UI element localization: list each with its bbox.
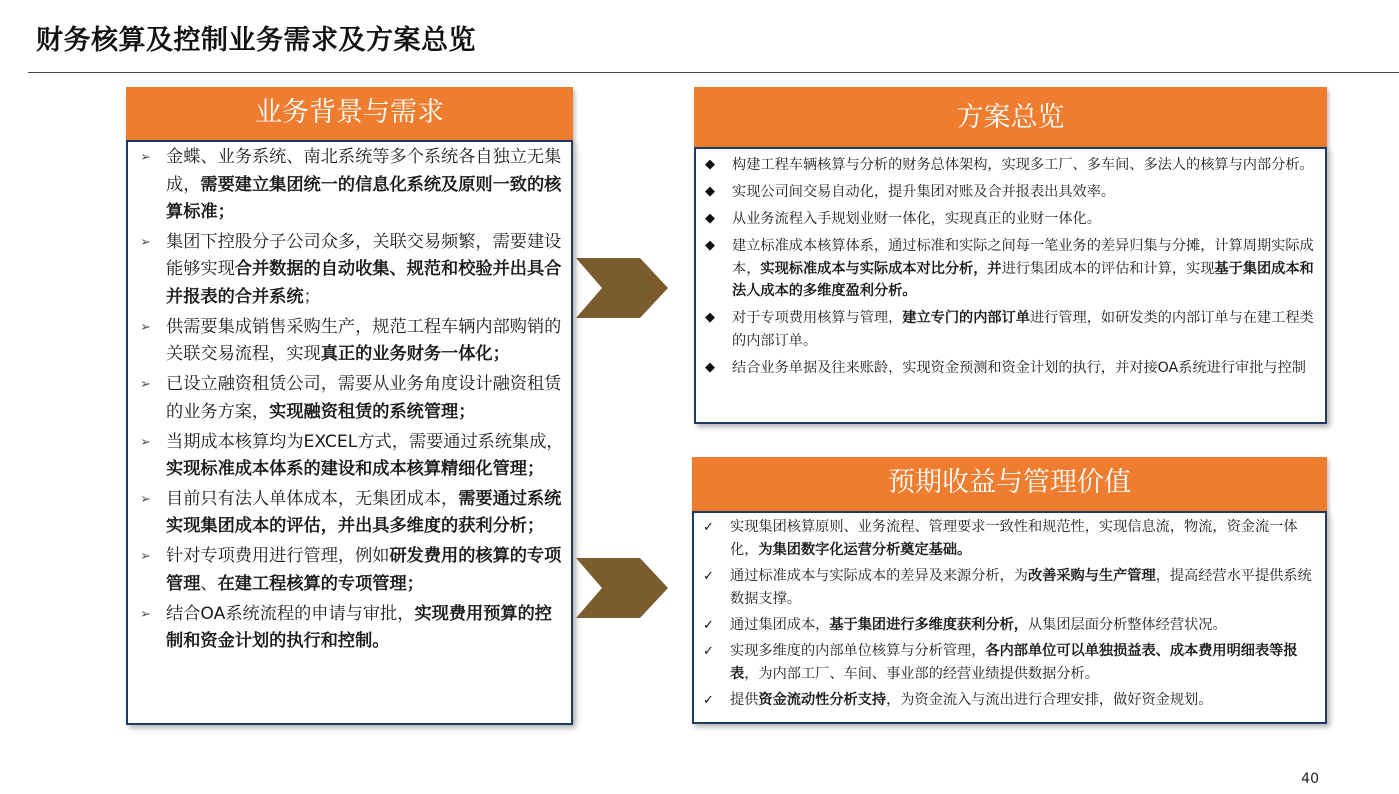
bold-text: 各内部单位可以单独损益表、成本费用明细表等报表	[730, 643, 1298, 682]
bold-text: 需要建立集团统一的信息化系统及原则一致的核算标准；	[166, 174, 562, 222]
text: 实现公司间交易自动化，提升集团对账及合并报表出具效率。	[732, 184, 1116, 200]
bold-text: 建立专门的内部订单	[902, 310, 1030, 326]
list-item	[704, 181, 1316, 204]
plan-overview-panel	[694, 87, 1327, 424]
text: 构建工程车辆核算与分析的财务总体架构，实现多工厂、多车间、多法人的核算与内部分析。	[732, 157, 1314, 173]
text: 对于专项费用核算与管理，	[732, 310, 903, 326]
check-icon: ✓	[703, 618, 714, 633]
diamond-icon: ◆	[705, 157, 715, 172]
text: 供需要集成销售采购生产，规范工程车辆内部购销的关联交易流程，实现	[166, 316, 562, 365]
bold-text: 为集团数字化运营分析奠定基础。	[758, 542, 972, 558]
text: 进行管理，如研发类的内部订单与在建工程类的内部订单。	[732, 310, 1314, 349]
list-item	[704, 235, 1316, 303]
text: 、	[200, 573, 218, 594]
text: 建立标准成本核算体系，通过标准和实际之间每一笔业务的差异归集与分摊，计算周期实际成本，	[732, 238, 1314, 277]
bold-text: 真正的业务财务一体化；	[320, 344, 510, 365]
chevron-right-icon: ➢	[140, 606, 151, 622]
text: ；	[303, 286, 321, 307]
text: 进行集团成本的评估和计算，实现	[1001, 260, 1215, 277]
check-icon: ✓	[703, 644, 714, 659]
diamond-icon: ◆	[705, 184, 715, 199]
title-divider	[28, 72, 1399, 73]
chevron-right-icon: ➢	[140, 234, 151, 250]
list-item	[704, 208, 1316, 231]
list-item	[134, 144, 564, 227]
list-item	[704, 307, 1316, 352]
text: 实现集团核算原则、业务流程、管理要求一致性和规范性，实现信息流，物流，资金流一体化，	[730, 519, 1298, 558]
bold-text: 研发费用的核算的专项管理	[166, 546, 562, 594]
bold-text: 合并数据的自动收集、规范和校验并出具合并报表的合并系统	[166, 259, 562, 307]
check-icon: ✓	[703, 693, 714, 708]
diamond-icon: ◆	[705, 310, 715, 325]
check-icon: ✓	[703, 520, 714, 535]
diamond-icon: ◆	[705, 359, 715, 375]
business-background-panel	[126, 87, 573, 725]
plan-list	[704, 154, 1316, 384]
bold-text: 实现标准成本体系的建设和成本核算精细化管理；	[166, 459, 545, 480]
plan-overview-header: 方案总览	[694, 87, 1327, 147]
bold-text: 实现融资租赁的系统管理；	[269, 401, 476, 422]
text: 当期成本核算均为EXCEL方式，需要通过系统集成，	[166, 431, 564, 452]
requirement-list	[134, 144, 564, 658]
bold-text: 基于集团成本和法人成本的多维度盈利分析。	[732, 260, 1314, 299]
expected-benefits-body	[692, 511, 1327, 724]
list-item	[702, 640, 1314, 686]
list-item	[702, 565, 1314, 611]
list-item	[702, 516, 1314, 562]
text: 已设立融资租赁公司，需要从业务角度设计融资租赁的业务方案，	[166, 374, 562, 422]
text: 从集团层面分析整体经营状况。	[1027, 617, 1227, 633]
plan-overview-body	[694, 147, 1327, 424]
bold-text: 在建工程核算的专项管理；	[217, 573, 424, 594]
bold-text: 改善采购与生产管理	[1027, 568, 1156, 584]
bold-text: 实现费用预算的控制和资金计划的执行和控制。	[166, 603, 552, 652]
text: ，为资金流入与流出进行合理安排，做好资金规划。	[886, 692, 1213, 708]
diamond-icon: ◆	[705, 211, 715, 226]
expected-benefits-header: 预期收益与管理价值	[692, 457, 1327, 511]
expected-benefits-panel	[692, 457, 1327, 724]
list-item	[702, 614, 1314, 637]
text: 从业务流程入手规划业财一体化，实现真正的业财一体化。	[732, 211, 1101, 227]
arrow-right-icon	[576, 258, 668, 318]
list-item	[704, 154, 1316, 177]
chevron-right-icon: ➢	[140, 434, 151, 450]
arrow-right-icon-lower	[576, 558, 668, 618]
page-title: 财务核算及控制业务需求及方案总览	[36, 25, 476, 56]
chevron-right-icon: ➢	[140, 491, 151, 507]
benefit-list	[702, 516, 1314, 715]
chevron-right-icon: ➢	[140, 549, 151, 565]
arrow-right-icon-upper	[576, 258, 668, 318]
diamond-icon: ◆	[705, 238, 715, 253]
chevron-right-icon: ➢	[140, 377, 151, 393]
list-item	[134, 486, 564, 541]
check-icon: ✓	[703, 569, 714, 584]
text: 结合OA系统流程的申请与审批，	[166, 603, 415, 624]
list-item	[702, 689, 1314, 712]
text: ，为内部工厂、车间、事业部的经营业绩提供数据分析。	[744, 666, 1099, 682]
list-item	[134, 371, 564, 426]
text: 目前只有法人单体成本，无集团成本，	[166, 488, 459, 509]
list-item	[704, 357, 1316, 380]
list-item	[134, 543, 564, 598]
list-item	[134, 314, 564, 369]
list-item	[134, 429, 564, 484]
text: 金蝶、业务系统、南北系统等多个系统各自独立无集成，	[166, 147, 562, 195]
bold-text: 资金流动性分析支持	[758, 692, 887, 708]
bold-text: 实现标准成本与实际成本对比分析，并	[760, 260, 1002, 277]
bold-text: 基于集团进行多维度获利分析，	[829, 617, 1028, 633]
bold-text: 需要通过系统实现集团成本的评估，并出具多维度的获利分析；	[166, 488, 562, 537]
text: 通过标准成本与实际成本的差异及来源分析，为	[730, 568, 1028, 584]
text: 实现多维度的内部单位核算与分析管理，	[730, 643, 986, 659]
text: 针对专项费用进行管理，例如	[166, 546, 390, 567]
text: 提供	[730, 692, 759, 708]
arrow-shape	[576, 258, 668, 318]
arrow-right-icon	[576, 558, 668, 618]
list-item	[134, 229, 564, 312]
arrow-shape	[576, 558, 668, 618]
text: ，提高经营水平提供系统数据支撑。	[730, 568, 1312, 607]
text: 通过集团成本，	[730, 617, 830, 633]
business-background-body	[126, 140, 573, 725]
list-item	[134, 601, 564, 656]
text: 结合业务单据及往来账龄，实现资金预测和资金计划的执行，并对接OA系统进行审批与控制	[732, 359, 1306, 376]
page-number: 40	[1301, 771, 1319, 787]
chevron-right-icon: ➢	[140, 150, 151, 165]
chevron-right-icon: ➢	[140, 319, 151, 335]
business-background-header: 业务背景与需求	[126, 87, 573, 141]
text: 集团下控股分子公司众多，关联交易频繁，需要建设能够实现	[166, 231, 562, 280]
